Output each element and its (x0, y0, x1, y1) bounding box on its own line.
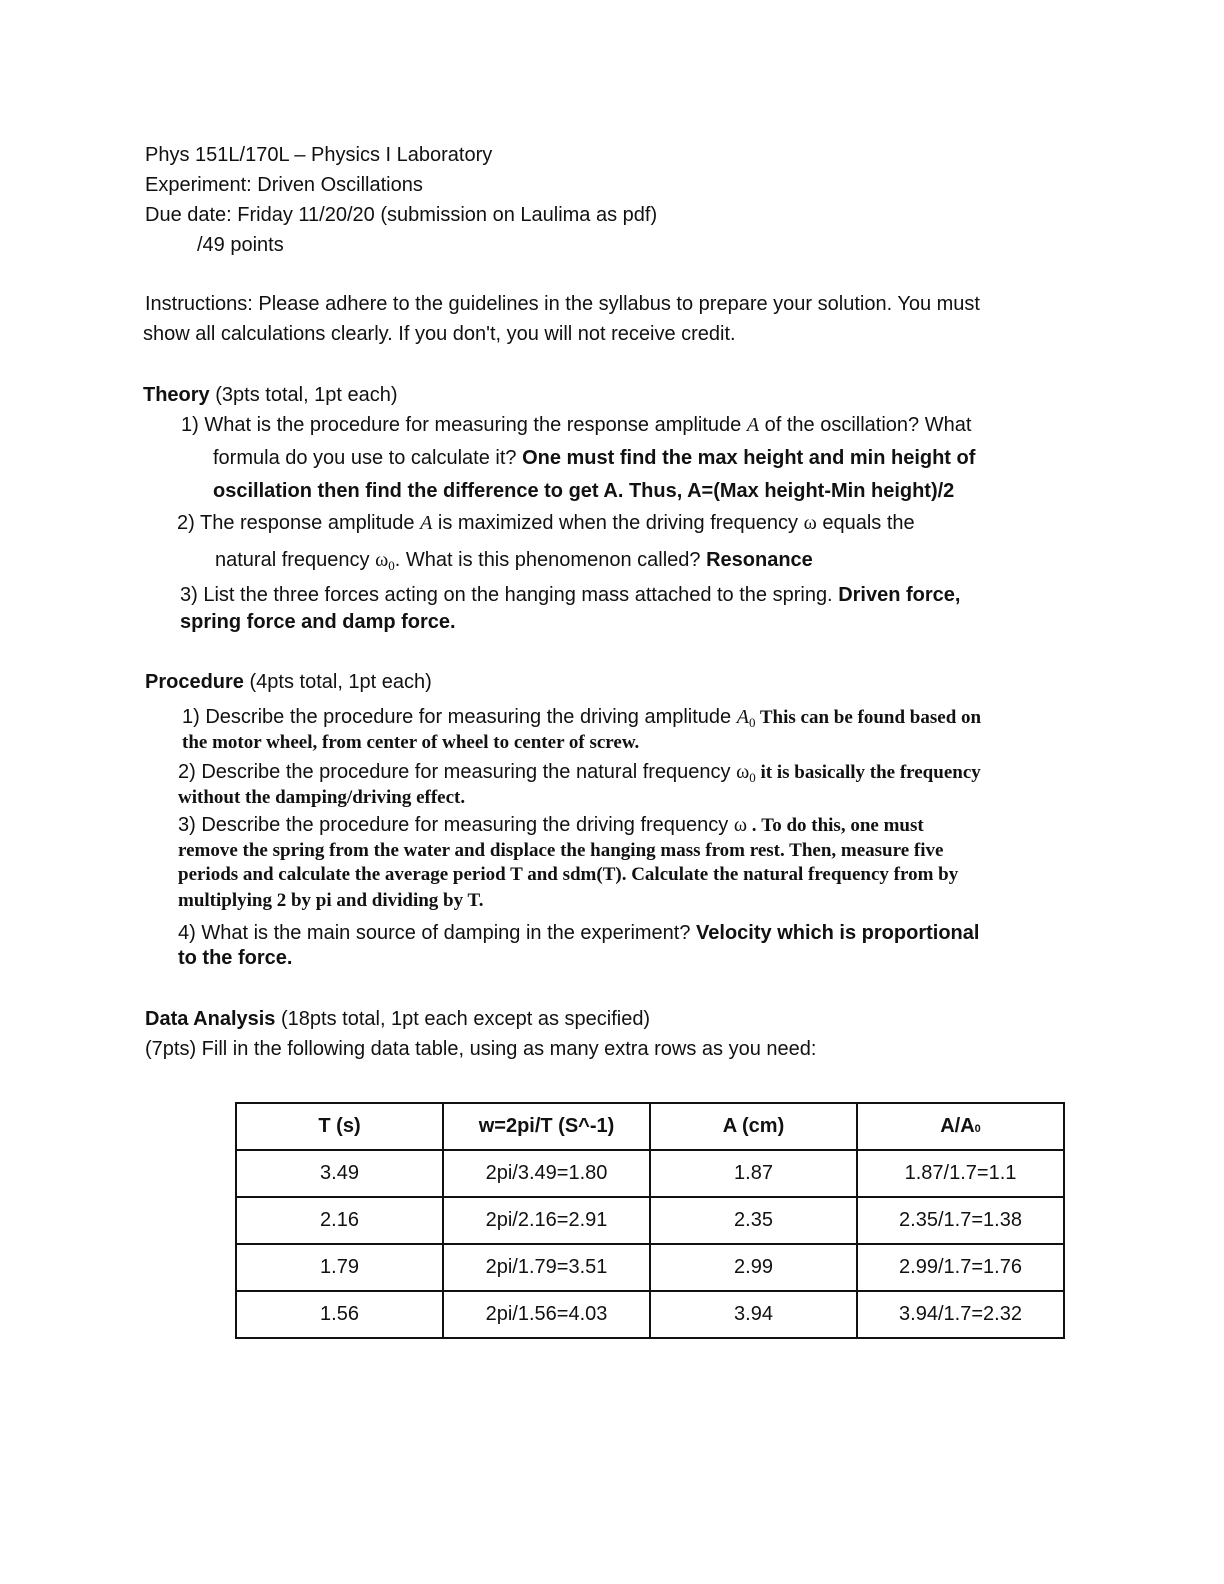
theory-question-1-cont (213, 446, 975, 470)
omega-symbol: ω (803, 512, 817, 534)
theory-answer-3: Driven force, (838, 584, 961, 606)
theory-answer-1: One must find the max height and min height of (522, 447, 976, 469)
omega-symbol: ω (736, 761, 750, 783)
question-text: formula do you use to calculate it? (213, 447, 523, 469)
theory-answer-3-cont: spring force and damp force. (180, 611, 456, 633)
instructions-line-1: Instructions: Please adhere to the guidelines in the syllabus to prepare your solution. You must (145, 293, 980, 315)
theory-answer-1-cont: oscillation then find the difference to get A. Thus, A=(Max height-Min height)/2 (213, 480, 955, 502)
cell-period: 3.49 (236, 1150, 443, 1197)
procedure-heading (145, 670, 432, 694)
header-angular-frequency: w=2pi/T (S^-1) (443, 1103, 650, 1150)
table-row (236, 1197, 1064, 1244)
cell-angular-frequency: 2pi/2.16=2.91 (443, 1197, 650, 1244)
table-row (236, 1244, 1064, 1291)
cell-amplitude: 1.87 (650, 1150, 857, 1197)
question-text: of the oscillation? What (759, 414, 972, 436)
cell-angular-frequency: 2pi/3.49=1.80 (443, 1150, 650, 1197)
theory-question-2 (177, 511, 915, 535)
header-period: T (s) (236, 1103, 443, 1150)
procedure-heading-note: (4pts total, 1pt each) (243, 671, 432, 693)
subscript-zero: 0 (388, 558, 395, 573)
variable-a: A (736, 706, 749, 728)
procedure-answer-2: it is basically the frequency (755, 762, 981, 783)
cell-amplitude-ratio: 3.94/1.7=2.32 (857, 1291, 1064, 1338)
theory-question-1 (181, 413, 971, 437)
question-text: equals the (816, 512, 915, 534)
question-text: 4) What is the main source of damping in the experiment? (178, 922, 697, 944)
procedure-answer-3-line-4: multiplying 2 by pi and dividing by T. (178, 890, 484, 911)
procedure-answer-4: Velocity which is proportional (696, 922, 980, 944)
table-row (236, 1291, 1064, 1338)
procedure-answer-3: . To do this, one must (747, 815, 924, 836)
cell-period: 1.56 (236, 1291, 443, 1338)
question-text: 3) Describe the procedure for measuring the driving frequency (178, 814, 734, 836)
procedure-question-3 (178, 813, 924, 838)
subscript-zero: 0 (974, 1123, 981, 1135)
theory-heading (143, 383, 398, 407)
header-amplitude-ratio (857, 1103, 1064, 1150)
procedure-answer-1: This can be found based on (755, 707, 982, 728)
table-header-row (236, 1103, 1064, 1150)
omega-symbol: ω (733, 814, 748, 836)
data-analysis-heading (145, 1007, 650, 1031)
procedure-question-4 (178, 921, 979, 945)
procedure-answer-3-line-3: periods and calculate the average period T and sdm(T). Calculate the natural frequency from by (178, 864, 959, 885)
cell-amplitude-ratio: 1.87/1.7=1.1 (857, 1150, 1064, 1197)
procedure-heading-title: Procedure (145, 671, 244, 693)
subscript-zero: 0 (748, 715, 756, 730)
procedure-question-2 (178, 760, 981, 785)
question-text: is maximized when the driving frequency (432, 512, 804, 534)
theory-heading-title: Theory (143, 384, 210, 406)
header-amplitude-ratio-text: A/A (940, 1115, 975, 1137)
procedure-answer-2-cont: without the damping/driving effect. (178, 787, 466, 808)
cell-amplitude: 3.94 (650, 1291, 857, 1338)
question-text: 1) Describe the procedure for measuring the driving amplitude (182, 706, 737, 728)
variable-a: A (746, 414, 760, 436)
table-row (236, 1150, 1064, 1197)
course-title: Phys 151L/170L – Physics I Laboratory (145, 144, 493, 166)
cell-amplitude: 2.99 (650, 1244, 857, 1291)
variable-a: A (420, 512, 433, 534)
data-analysis-heading-note: (18pts total, 1pt each except as specified) (275, 1008, 651, 1030)
cell-period: 1.79 (236, 1244, 443, 1291)
question-text: 3) List the three forces acting on the hanging mass attached to the spring. (180, 584, 839, 606)
procedure-answer-1-cont: the motor wheel, from center of wheel to center of screw. (182, 732, 640, 753)
procedure-answer-4-cont: to the force. (178, 947, 293, 969)
question-text: 2) Describe the procedure for measuring the natural frequency (178, 761, 737, 783)
question-text: 2) The response amplitude (177, 512, 421, 534)
data-analysis-task: (7pts) Fill in the following data table, using as many extra rows as you need: (145, 1038, 817, 1060)
cell-amplitude-ratio: 2.35/1.7=1.38 (857, 1197, 1064, 1244)
data-table (235, 1102, 1065, 1339)
question-text: natural frequency (215, 549, 376, 571)
cell-angular-frequency: 2pi/1.56=4.03 (443, 1291, 650, 1338)
data-analysis-heading-title: Data Analysis (145, 1008, 276, 1030)
cell-amplitude: 2.35 (650, 1197, 857, 1244)
total-points: /49 points (197, 234, 284, 256)
theory-question-3 (180, 583, 960, 607)
instructions-line-2: show all calculations clearly. If you don't, you will not receive credit. (143, 323, 736, 345)
question-text: 1) What is the procedure for measuring the response amplitude (181, 414, 747, 436)
procedure-question-1 (182, 705, 981, 730)
due-date: Due date: Friday 11/20/20 (submission on Laulima as pdf) (145, 204, 658, 226)
question-text: . What is this phenomenon called? (394, 549, 707, 571)
omega-symbol: ω (375, 549, 389, 571)
subscript-zero: 0 (749, 770, 756, 785)
procedure-answer-3-line-2: remove the spring from the water and displace the hanging mass from rest. Then, measure five (178, 840, 944, 861)
theory-heading-note: (3pts total, 1pt each) (209, 384, 398, 406)
cell-angular-frequency: 2pi/1.79=3.51 (443, 1244, 650, 1291)
experiment-title: Experiment: Driven Oscillations (145, 174, 423, 196)
theory-question-2-cont (215, 548, 813, 572)
header-amplitude: A (cm) (650, 1103, 857, 1150)
theory-answer-2: Resonance (706, 549, 813, 571)
cell-period: 2.16 (236, 1197, 443, 1244)
cell-amplitude-ratio: 2.99/1.7=1.76 (857, 1244, 1064, 1291)
